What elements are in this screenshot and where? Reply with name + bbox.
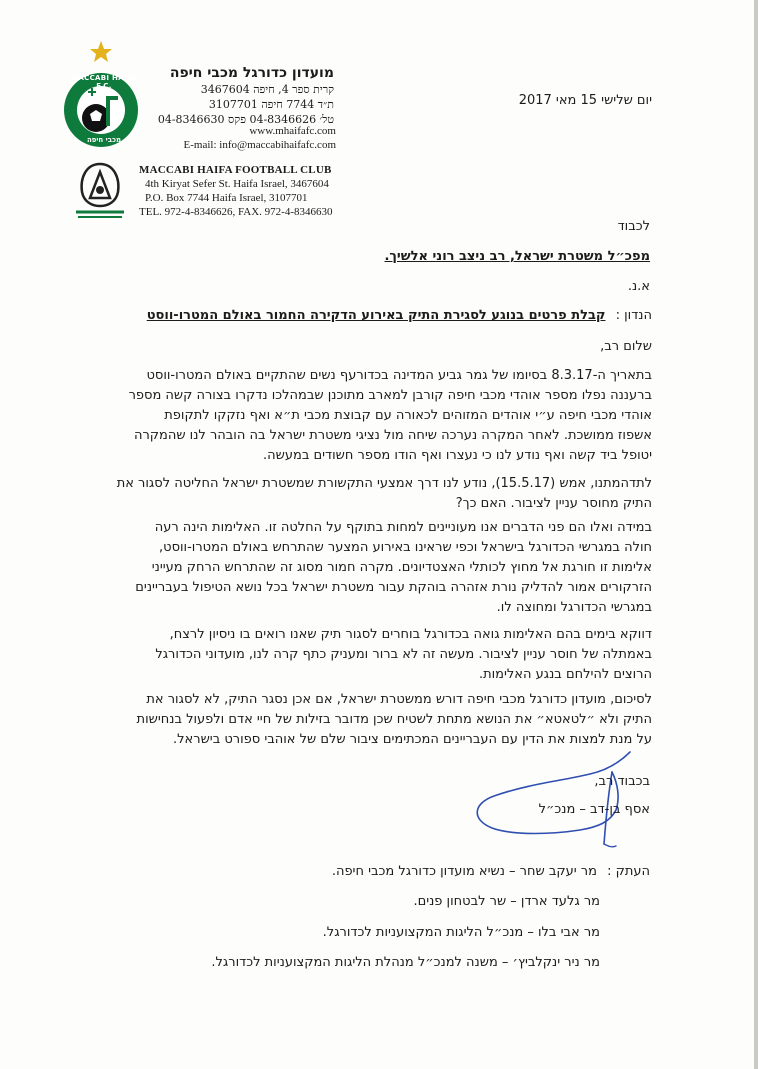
- cc-line-1: [280, 864, 650, 879]
- to-label: לכבוד: [617, 219, 650, 234]
- recipient: מפכ״ל משטרת ישראל, רב ניצב רוני אלשיך.: [384, 249, 650, 264]
- paragraph-line: בתאריך ה-8.3.17 בסיומו של גמר גביע המדינה בכדורעף נשים שהתקיים באולם המטרו-ווסט: [146, 368, 652, 383]
- cc-label: העתק :: [607, 864, 650, 879]
- subject-text: קבלת פרטים בנוגע לסגירת התיק באירוע הדקירה החמור באולם המטרו-ווסט: [146, 308, 606, 323]
- club-name-he: מועדון כדורגל מכבי חיפה: [169, 65, 334, 81]
- paragraph-line: במידה ואלו הם פני הדברים אנו מעוניינים למחות בתוקף על החלטה זו. האלימות הינה רעה: [154, 520, 652, 535]
- cc-recipient: מר גלעד ארדן – שר לבטחון פנים.: [413, 894, 600, 909]
- paragraph-line: אוהדי מכבי חיפה ע״י אוהדים המזוהים לכאורה עם קבוצת מכבי ת״א ואף נזקקו לתקופת: [164, 408, 652, 423]
- paragraph-line: דווקא בימים בהם האלימות גואה בכדורגל בוחרים לסגור תיק שאנו רואים בו ניסיון לרצח,: [169, 627, 652, 642]
- paragraph-line: לתדהמתנו, אמש (15.5.17), נודע לנו דרך אמצעי התקשורת שמשטרת ישראל החליטה לסגור את: [116, 476, 652, 491]
- phone-line-en: TEL. 972-4-8346626, FAX. 972-4-8346630: [139, 206, 333, 218]
- paragraph-line: חולה במגרשי הכדורגל בישראל וכפי שראינו באירוע המצער שהתרחש באולם המטרו-ווסט,: [159, 540, 652, 555]
- body-paragraph-3: [90, 518, 652, 618]
- letterhead-hebrew: [150, 64, 334, 127]
- paragraph-line: ברעננה נפלו מספר אוהדי מכבי חיפה קורבן למארב מתוכנן שבמהלכו נדקרו בצורה קשה מספר: [128, 388, 652, 403]
- website[interactable]: www.mhaifafc.com: [249, 125, 336, 137]
- paragraph-line: התיק ולא ״לטאטא״ את הנושא מתחת לשטיח שכן מדובר בזילות של חיי אדם ולפעול בנחישות: [136, 712, 652, 727]
- star-icon: [90, 41, 112, 62]
- body-paragraph-4: [90, 625, 652, 685]
- paragraph-line: התיק מחוסר עניין לציבור. האם כך?: [455, 496, 652, 511]
- paragraph-line: הזרקורים אמור להדליק נורת אזהרה בוהקת עבור משטרת ישראל בכל נושא הטיפול בעבריינים: [135, 580, 652, 595]
- body-paragraph-1: [90, 366, 652, 466]
- po-box-line-he: ת״ד 7744 חיפה 3107701: [208, 98, 334, 111]
- paragraph-line: יטופל ביד קשה ואף נודע לנו כי נעצרו ואף הודו מספר חשודים במעשה.: [263, 448, 652, 463]
- subject-label: הנדון :: [615, 308, 652, 323]
- club-name-en: MACCABI HAIFA FOOTBALL CLUB: [139, 164, 332, 176]
- signer: אסף בן-דב – מנכ״ל: [538, 802, 650, 817]
- logo-text: MACCABI HAIFA F.C.: [71, 74, 137, 90]
- body-paragraph-5: [90, 690, 652, 750]
- paragraph-line: אלימות זו חורגת אל מחוץ לכותלי האצטדיונים. מקרה חמור מסוג זה שהתרחש הרחק מעייני: [151, 560, 652, 575]
- letterhead-english: [139, 163, 349, 219]
- phone-line-he: טל׳ 04-8346626 פקס 04-8346630: [157, 113, 334, 126]
- cc-recipient: מר יעקב שחר – נשיא מועדון כדורגל מכבי חיפה.: [331, 864, 597, 879]
- cc-recipient: מר ניר ינקלביץ׳ – משנה למנכ״ל מנהלת הליגות המקצועניות לכדורגל.: [211, 955, 600, 970]
- letter-date: יום שלישי 15 מאי 2017: [518, 93, 652, 108]
- closing: בכבוד רב,: [594, 774, 650, 789]
- club-logo: [58, 38, 148, 150]
- address-line-en: 4th Kiryat Sefer St. Haifa Israel, 3467604: [145, 178, 329, 190]
- paragraph-line: על מנת למצות את הדין עם העבריינים המכתימים ציבור שלם של אוהבי ספורט בישראל.: [173, 732, 652, 747]
- po-box-line-en: P.O. Box 7744 Haifa Israel, 3107701: [145, 192, 308, 204]
- greeting-abbreviation: א.נ.: [627, 279, 650, 294]
- body-paragraph-2: [90, 474, 652, 514]
- salutation: שלום רב,: [600, 339, 652, 354]
- address-line-he: קרית ספר 4, חיפה 3467604: [200, 83, 334, 96]
- subject-line: [100, 308, 652, 323]
- cc-recipient: מר אבי בלו – מנכ״ל הליגות המקצועניות לכדורגל.: [322, 925, 600, 940]
- paragraph-line: אשפוז ממושכת. לאחר המקרה נערכה שיחה מול נציגי משטרת ישראל בה הובהר לנו שהמקרה: [133, 428, 652, 443]
- email-address[interactable]: E-mail: info@maccabihaifafc.com: [183, 139, 336, 151]
- paragraph-line: לסיכום, מועדון כדורגל מכבי חיפה דורש ממשטרת ישראל, אם אכן נסגר התיק, לא לסגור את: [146, 692, 652, 707]
- paragraph-line: באמתלה של חוסר עניין לציבור. מעשה זה לא ברור ומעניק כתף קרה לנו, מועדוני הכדורגל: [155, 647, 652, 662]
- page-edge: [754, 0, 758, 1069]
- association-logo: [70, 158, 130, 220]
- paragraph-line: במגרשי הכדורגל ומחוצה לו.: [496, 600, 652, 615]
- logo-text-he: מכבי חיפה: [86, 136, 122, 144]
- paragraph-line: הרוצים להילחם בנגע האלימות.: [478, 667, 652, 682]
